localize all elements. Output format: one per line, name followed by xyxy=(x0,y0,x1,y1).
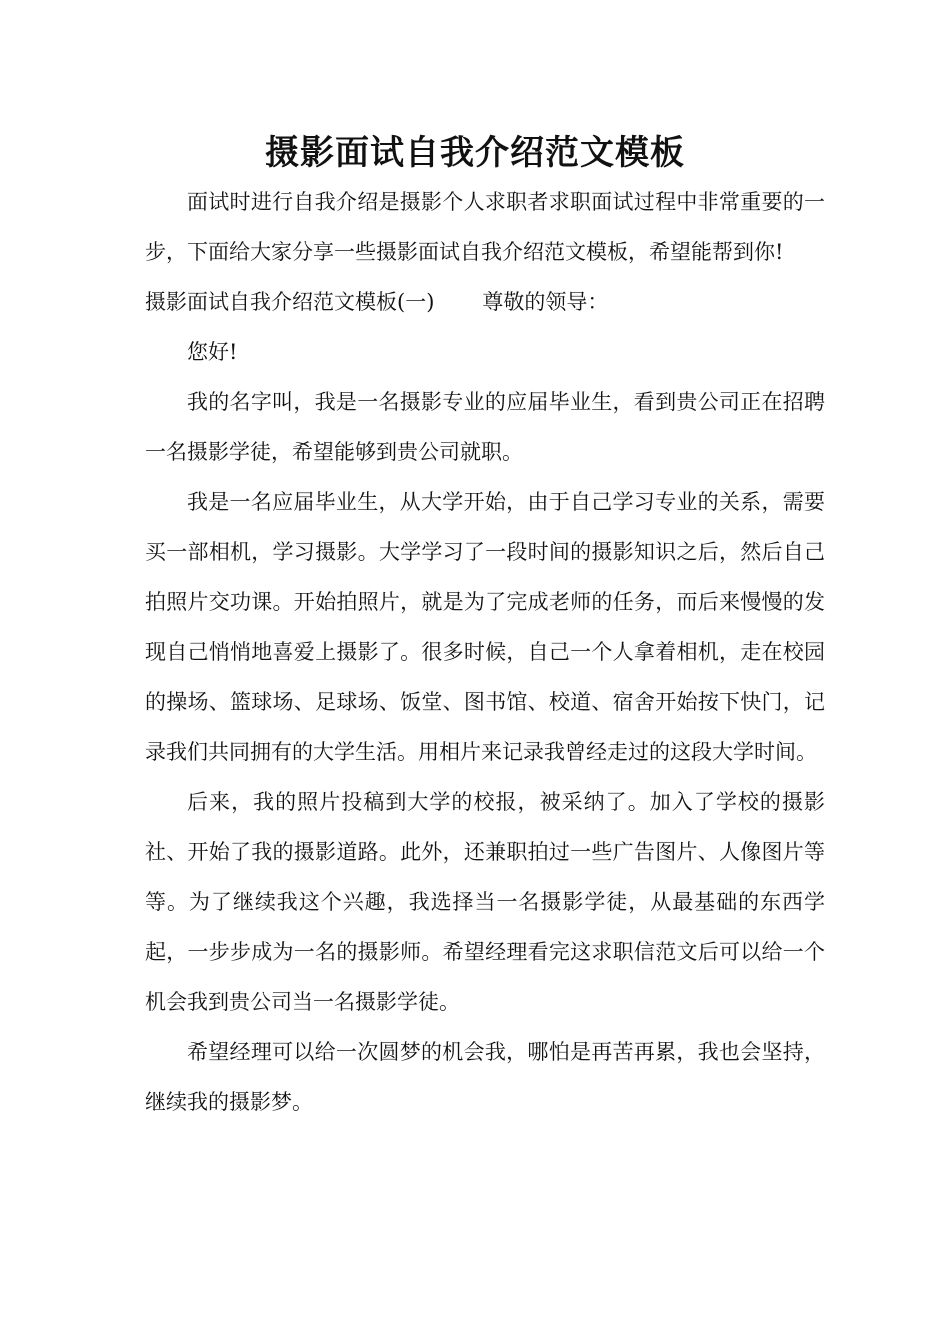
body-paragraph-1: 我的名字叫，我是一名摄影专业的应届毕业生，看到贵公司正在招聘一名摄影学徒，希望能够到贵公司就职。 xyxy=(145,390,825,464)
document-body xyxy=(145,177,825,1127)
section-heading: 摄影面试自我介绍范文模板(一) xyxy=(145,290,435,314)
body-paragraph-3: 后来，我的照片投稿到大学的校报，被采纳了。加入了学校的摄影社、开始了我的摄影道路。此外，还兼职拍过一些广告图片、人像图片等等。为了继续我这个兴趣，我选择当一名摄影学徒，从最基础的东西学起，一步步成为一名的摄影师。希望经理看完这求职信范文后可以给一个机会我到贵公司当一名摄影学徒。 xyxy=(145,790,825,1014)
body-paragraph-2: 我是一名应届毕业生，从大学开始，由于自己学习专业的关系，需要买一部相机，学习摄影。大学学习了一段时间的摄影知识之后，然后自己拍照片交功课。开始拍照片，就是为了完成老师的任务，而后来慢慢的发现自己悄悄地喜爱上摄影了。很多时候，自己一个人拿着相机，走在校园的操场、篮球场、足球场、饭堂、图书馆、校道、宿舍开始按下快门，记录我们共同拥有的大学生活。用相片来记录我曾经走过的这段大学时间。 xyxy=(145,490,825,764)
body-paragraph-4: 希望经理可以给一次圆梦的机会我，哪怕是再苦再累，我也会坚持，继续我的摄影梦。 xyxy=(145,1040,825,1114)
section-heading-line xyxy=(145,277,825,327)
greeting: 您好! xyxy=(187,340,238,364)
salutation: 尊敬的领导： xyxy=(482,290,609,314)
document-title: 摄影面试自我介绍范文模板 xyxy=(265,133,685,173)
intro-paragraph: 面试时进行自我介绍是摄影个人求职者求职面试过程中非常重要的一步，下面给大家分享一些摄影面试自我介绍范文模板，希望能帮到你! xyxy=(145,190,825,264)
